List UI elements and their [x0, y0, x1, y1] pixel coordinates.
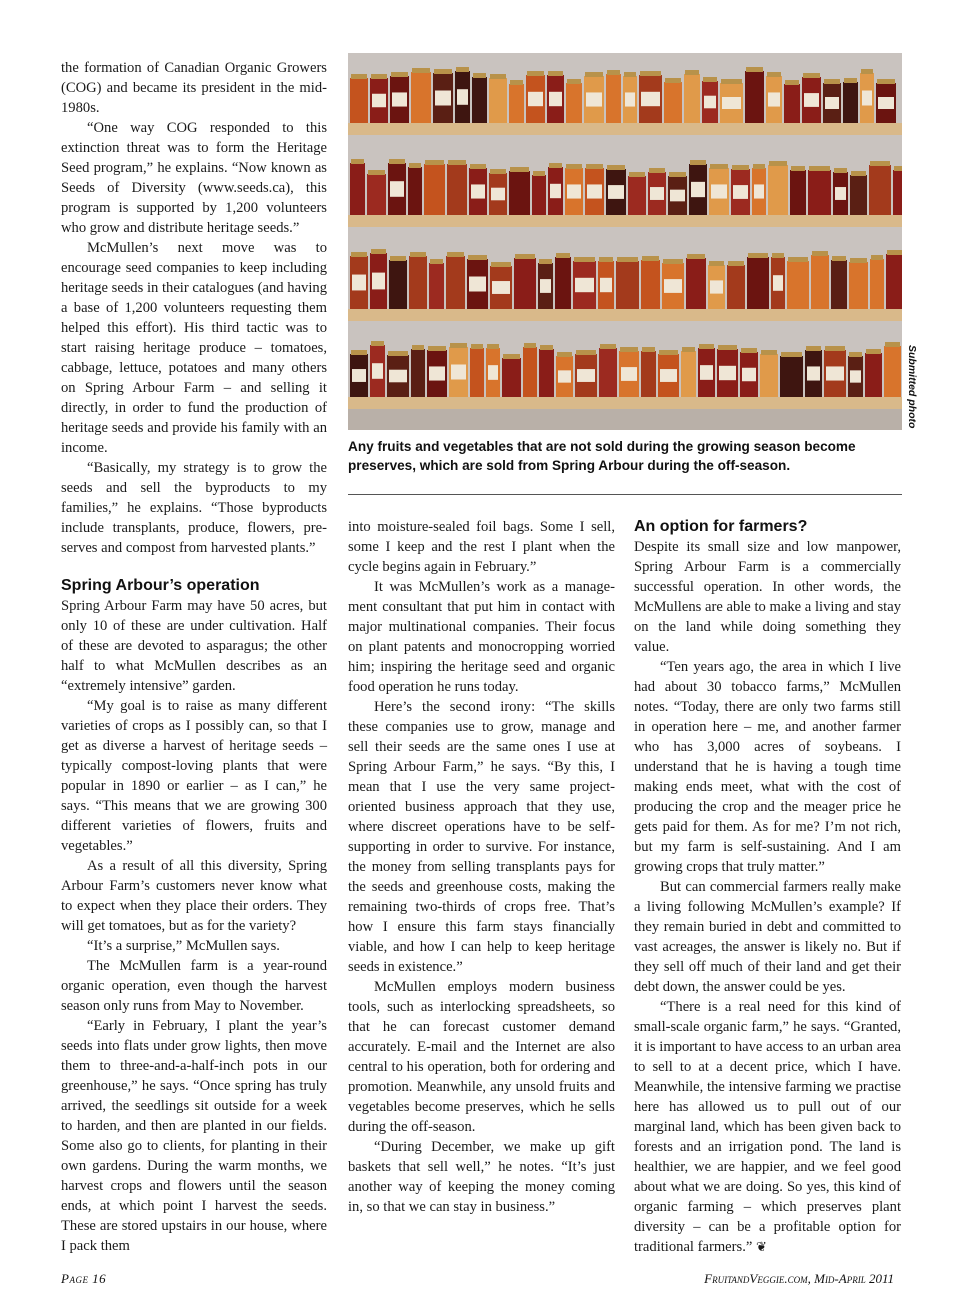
jar: [350, 78, 368, 123]
jar-label: [850, 370, 861, 382]
jar-lid: [456, 67, 469, 72]
jar: [628, 176, 646, 215]
jar-lid: [447, 252, 464, 257]
jar-label: [600, 278, 612, 292]
jar-lid: [809, 166, 830, 171]
publication-footer: FruitandVeggie.com, Mid-April 2011: [704, 1271, 894, 1286]
jar-lid: [624, 72, 636, 77]
photo-credit: Submitted photo: [906, 345, 918, 429]
jar-lid: [640, 71, 661, 76]
jar-lid: [788, 257, 808, 262]
jar: [367, 174, 386, 215]
jar-label: [691, 182, 705, 197]
jar-label: [390, 181, 404, 197]
jar-lid: [539, 259, 552, 264]
jar-label: [586, 92, 602, 106]
jar: [808, 170, 831, 215]
jar-label: [825, 97, 839, 109]
jar-lid: [709, 261, 724, 266]
paragraph: McMullen employs modern business tools, such as interlocking spreadsheets, so that he can forecast customer demand accurately. E-mail and the Internet are also central to his operation, both for ordering and promotion. Meanwhile, any unsold fruits and vegetables become preserves, which he sells during the off-season.: [348, 979, 615, 1135]
jar-label: [352, 275, 366, 291]
jar: [641, 260, 660, 309]
paragraph: “During December, we make up gift baskets that sell well,” he notes. “It’s just another way of keeping the money coming in, so that we can stay in business.”: [348, 1139, 615, 1215]
jar-lid: [533, 171, 545, 176]
jar: [869, 165, 891, 215]
jar-label: [641, 92, 660, 106]
jar-lid: [642, 347, 655, 352]
jar-lid: [703, 77, 717, 82]
jar: [514, 258, 536, 309]
jar-lid: [663, 259, 683, 264]
jar-lid: [556, 253, 570, 258]
jar-label: [625, 92, 635, 106]
jar: [831, 260, 847, 309]
jar: [350, 163, 365, 215]
jar-label: [558, 370, 571, 382]
jar-lid: [732, 165, 749, 170]
jar-lid: [832, 256, 846, 261]
jar-lid: [861, 69, 873, 74]
jar-label: [711, 184, 727, 198]
jar: [727, 265, 745, 309]
jar: [768, 165, 788, 215]
jars-on-shelves-image: [348, 53, 902, 430]
paragraph: “One way COG responded to this extinction threat was to form the Heritage Seed program,” he explains. “Now known as Seeds of Diversity (www.seeds.ca), this program is supported by 1,200 volunteers who grow and distribute heritage seeds.”: [61, 120, 327, 236]
jar-label: [372, 363, 383, 379]
jar: [447, 164, 467, 215]
jar-label: [704, 96, 716, 109]
jar-lid: [351, 74, 367, 79]
paragraph: Here’s the second irony: “The skills these companies use to grow, manage and sell their seeds are the same ones I use at Spring Arbour Farm,” he says. “By this, I mean that I use the very same project-oriented business approach that they use, where discreet operations have to be self-supporting in order to survive. For instance, the money from selling transplants pays for the seeds and greenhouse costs, making the remaining two-thirds of crops free. That’s how I ensure this farm stays financially viable, and how I can help to keep heritage seeds in existence.”: [348, 699, 615, 975]
jar-lid: [687, 254, 705, 259]
jar-lid: [649, 168, 665, 173]
jar: [532, 175, 546, 215]
paragraph: Despite its small size and low manpower, Spring Arbour Farm is a commercially successful operation. In other words, the McMullens are able to make a living and stay on the land while doing something they value.: [634, 539, 901, 655]
jar-lid: [781, 352, 802, 357]
jar-lid: [549, 163, 562, 168]
preserves-photo: [348, 53, 902, 430]
jar-lid: [503, 354, 520, 359]
jar-lid: [586, 164, 603, 169]
jar: [745, 71, 764, 123]
jar-lid: [574, 257, 595, 262]
jar-lid: [368, 170, 385, 175]
jar-lid: [371, 341, 384, 346]
jar: [843, 82, 858, 123]
jar-lid: [390, 256, 406, 261]
jar-lid: [877, 79, 895, 84]
jar: [502, 358, 521, 397]
photo-floor: [348, 409, 902, 430]
jar-lid: [834, 168, 847, 173]
shelf-board: [348, 309, 902, 321]
jar: [850, 175, 867, 215]
jar: [780, 356, 803, 397]
paragraph: Spring Arbour Farm may have 50 acres, but only 10 of these are under cultivation. Half of these are devoted to asparagus; the other half to what McMullen describes as an “extremely intensive” garden.: [61, 598, 327, 694]
jar-lid: [767, 72, 781, 77]
jar-lid: [825, 346, 845, 351]
paragraph: “Ten years ago, the area in which I live had about 30 tobacco farms,” McMullen notes. “Today, there are only two farms still in operation here – me, and another farmer who has 3,000 acres of soybeans. I understand that he is having a tough time making ends meet, what with the cost of producing the crop and the meager price he gets paid for them. As for me? I’m not rich, but my farm is self-sustaining. And I am growing crops that truly matter.”: [634, 659, 901, 875]
jar-lid: [871, 255, 883, 260]
jar-label: [372, 273, 385, 290]
jar-lid: [389, 159, 405, 164]
jar-lid: [448, 160, 466, 165]
jar: [865, 353, 882, 397]
jar: [681, 351, 696, 397]
jar-lid: [428, 346, 446, 351]
paragraph: It was McMullen’s work as a management consultant that put him in contact with major multinational companies. Their focus on plant patents and monocropping worried him; inspiring the heritage seed and organic food operation he runs today.: [348, 579, 615, 695]
jar-label: [550, 184, 561, 198]
photo-caption: Any fruits and vegetables that are not sold during the growing season become preserves, which are sold from Spring Arbour during the off-season.: [348, 439, 856, 473]
jar-lid: [721, 79, 742, 84]
jar: [489, 78, 507, 123]
jar-label: [835, 187, 846, 200]
jar-lid: [866, 349, 881, 354]
column-left: [61, 58, 327, 1256]
jar-label: [528, 92, 543, 106]
jar-lid: [410, 252, 426, 257]
jar-label: [577, 369, 595, 382]
jar-label: [457, 89, 468, 105]
jar-label: [435, 91, 451, 106]
jar-lid: [772, 253, 784, 258]
jar-lid: [599, 257, 613, 262]
jar-lid: [885, 342, 900, 347]
jar: [641, 351, 656, 397]
paragraph: McMullen’s next move was to encourage seed companies to keep including heritage seeds in their catalogues (and having a base of 1,200 volunteers requesting them helped this effort). His third tactic was to start raising heritage produce – tomatoes, cabbage, lettuce, potatoes and many others on Spring Arbour Farm – and selling it directly, in order to fund the production of heritage seeds and provide his family with an income.: [61, 240, 327, 456]
jar-label: [650, 187, 664, 200]
jar-label: [742, 368, 756, 382]
jar-label: [878, 97, 894, 109]
jar-lid: [806, 346, 821, 351]
paragraph: “It’s a surprise,” McMullen says.: [87, 938, 280, 954]
jar-lid: [510, 80, 523, 85]
jar-lid: [388, 351, 408, 356]
jar-label: [575, 278, 594, 292]
paragraph: “Early in February, I plant the year’s seeds into flats under grow lights, then move them to three-and-a-half-inch pots in our greenhouse,” he says. “Once spring has truly arrived, the seedlings sit outside for a week to harden, and then are planted in our fields. Some also go to clients, for planting in their own gardens. During the warm months, we harvest crops and flowers until the season ends, at which point I harvest the seeds. These are stored upstairs in our house, where I pack them: [61, 1018, 327, 1254]
jar-lid: [351, 252, 367, 257]
end-mark-icon: ❦: [755, 1240, 767, 1255]
jar-lid: [470, 164, 486, 169]
jar-label: [664, 279, 682, 293]
jar-label: [773, 275, 783, 291]
jar-lid: [425, 160, 444, 165]
jar-lid: [473, 73, 486, 78]
jar-label: [807, 366, 820, 380]
jar-lid: [824, 79, 840, 84]
jar-label: [733, 185, 748, 199]
jar-lid: [785, 80, 799, 85]
jar-lid: [527, 71, 544, 76]
jar: [409, 256, 427, 309]
jar-lid: [468, 255, 487, 260]
jar-lid: [567, 79, 581, 84]
jar: [616, 261, 639, 309]
jar-label: [549, 92, 562, 106]
jar-lid: [659, 350, 678, 355]
jar: [555, 257, 571, 309]
jar-lid: [515, 254, 535, 259]
jar-lid: [600, 344, 616, 349]
jar-lid: [412, 68, 430, 73]
jar: [893, 170, 902, 215]
jar-lid: [585, 72, 603, 77]
jar-lid: [607, 70, 620, 75]
jar: [686, 258, 706, 309]
jar-label: [722, 97, 741, 109]
jar-label: [670, 190, 685, 202]
shelf-board: [348, 397, 902, 409]
jar-lid: [430, 259, 443, 264]
jar-label: [719, 366, 736, 380]
jar: [408, 167, 422, 215]
paragraph: “My goal is to raise as many different varieties of crops as I possibly can, so that I get as diverse a harvest of heritage seeds – typically compost-loving plants that were popular in 1890 or earlier – as I can,” he says. “This means that we are growing 300 different varieties of flowers, fruits and vegetables.”: [61, 698, 327, 854]
page-number: Page 16: [61, 1271, 107, 1286]
jar-label: [660, 369, 677, 382]
jar: [523, 347, 537, 397]
paragraph: the formation of Canadian Organic Growers (COG) and became its president in the mid-1980s.: [61, 60, 327, 116]
jar-label: [700, 365, 713, 380]
jar: [411, 349, 425, 397]
jar-lid: [434, 69, 452, 74]
jar-label: [826, 366, 844, 380]
jar: [784, 84, 800, 123]
jar: [470, 348, 484, 397]
jar-label: [352, 369, 366, 382]
jar: [539, 349, 554, 397]
jar-lid: [491, 262, 511, 267]
column-right: [634, 517, 901, 1258]
jar: [389, 260, 407, 309]
jar-lid: [471, 344, 483, 349]
jar-lid: [371, 74, 387, 79]
jar: [760, 354, 778, 397]
jar-lid: [566, 164, 582, 169]
jar-label: [621, 367, 637, 381]
jar-lid: [391, 72, 408, 77]
jar: [787, 261, 809, 309]
column-middle: [348, 517, 615, 1217]
jar-lid: [524, 343, 536, 348]
jar: [429, 263, 444, 309]
jar-lid: [351, 159, 364, 164]
jar-label: [389, 370, 407, 383]
jar: [684, 74, 700, 123]
jar-lid: [607, 165, 625, 170]
jar-lid: [849, 352, 862, 357]
jar-label: [540, 279, 551, 293]
jar-label: [372, 94, 386, 108]
paragraph: [634, 997, 901, 1258]
jar-lid: [753, 164, 765, 169]
jar: [884, 346, 901, 397]
jar-lid: [894, 166, 902, 171]
jar: [886, 254, 902, 309]
jar-lid: [803, 73, 820, 78]
jar-lid: [769, 161, 787, 166]
jar-lid: [629, 172, 645, 177]
shelf-board: [348, 215, 902, 227]
jar-label: [754, 184, 764, 198]
jar-label: [862, 91, 872, 106]
jar: [509, 84, 524, 123]
jar-lid: [642, 256, 659, 261]
paragraph: into moisture-sealed foil bags. Some I sell, some I keep and the rest I plant when the cycle begins again in February.”: [348, 519, 615, 575]
jar: [472, 77, 487, 123]
jar-lid: [741, 348, 757, 353]
jar-label: [587, 184, 602, 198]
jar-lid: [699, 344, 714, 349]
jar-lid: [557, 352, 572, 357]
jar-label: [392, 92, 407, 106]
jar-lid: [710, 164, 728, 169]
jar-lid: [748, 253, 768, 258]
jar-lid: [412, 345, 424, 350]
caption-divider: [348, 494, 902, 495]
jar: [606, 74, 621, 123]
paragraph-text: “There is a real need for this kind of small-scale organic farm,” he says. “Granted, it is important to have access to an urban area to sell to at a decent price, which I have. Meanwhile, the intensive farming we practise here has allowed us to pull out of our marginal land, which has been given back to forests and an irrigation pond. The land is healthier, we are happier, and we feel good about what we are doing. So yes, this kind of organic farming – which preserves plant diversity – can be a profitable option for traditional farmers.”: [634, 999, 901, 1255]
jar-lid: [685, 70, 699, 75]
paragraph: “Basically, my strategy is to grow the seeds and sell the byproducts to my families,” he explains. “Those byproducts include transplants, produce, flowers, preserves and compost from harvested plants.”: [61, 460, 327, 556]
jar-lid: [409, 163, 421, 168]
jar-lid: [812, 251, 828, 256]
jar-lid: [718, 345, 737, 350]
jar-label: [710, 280, 723, 293]
section-heading: Spring Arbour’s operation: [61, 577, 260, 594]
jar-label: [804, 93, 819, 107]
jar: [811, 255, 829, 309]
paragraph: But can commercial farmers really make a living following McMullen’s example? If they remain buried in debt and committed to vast acreages, the answer is likely no. But if they sell off much of their land and get their debt down, the answer could be yes.: [634, 879, 901, 995]
jar: [870, 259, 884, 309]
jar-lid: [850, 258, 867, 263]
paragraph: As a result of all this diversity, Spring Arbour Farm’s customers never know what to expect when they place their orders. They will get tomatoes, but as for the variety?: [61, 858, 327, 934]
jar-label: [492, 281, 510, 294]
jar: [790, 170, 806, 215]
jar-lid: [620, 347, 638, 352]
jar: [849, 262, 868, 309]
jar-lid: [669, 172, 686, 177]
paragraph: The McMullen farm is a year-round organic operation, even though the harvest season only runs from May to November.: [61, 958, 327, 1014]
section-heading: An option for farmers?: [634, 518, 808, 535]
jar-lid: [576, 350, 596, 355]
jar-lid: [665, 78, 681, 83]
jar-lid: [450, 343, 467, 348]
shelf-board: [348, 123, 902, 135]
jar-lid: [490, 74, 506, 79]
jar-lid: [690, 160, 706, 165]
jar-lid: [548, 71, 563, 76]
jar-lid: [791, 166, 805, 171]
jar-label: [488, 365, 498, 380]
jar-label: [451, 365, 466, 380]
jar-lid: [487, 344, 499, 349]
jar: [599, 348, 617, 397]
jar-lid: [761, 350, 777, 355]
jar-lid: [887, 250, 902, 255]
jar-lid: [510, 167, 529, 172]
jar-label: [567, 184, 581, 198]
jar: [747, 257, 769, 309]
jar-lid: [746, 67, 763, 72]
jar-lid: [490, 169, 506, 174]
jar: [566, 83, 582, 123]
jar: [424, 164, 445, 215]
jar: [446, 256, 465, 309]
jar-label: [768, 92, 780, 106]
jar-lid: [851, 171, 866, 176]
jar-lid: [617, 257, 638, 262]
jar-label: [469, 277, 486, 292]
jar-label: [429, 366, 445, 380]
jar-lid: [844, 78, 857, 83]
jar: [509, 171, 530, 215]
jar: [411, 72, 431, 123]
jar-label: [491, 188, 505, 201]
jar: [664, 82, 682, 123]
jar-lid: [870, 161, 890, 166]
jar-lid: [540, 345, 553, 350]
jar-label: [608, 185, 624, 199]
jar-lid: [371, 249, 386, 254]
jar-label: [471, 184, 485, 198]
jar-lid: [351, 350, 367, 355]
jar-lid: [682, 347, 695, 352]
jar-lid: [728, 261, 744, 266]
